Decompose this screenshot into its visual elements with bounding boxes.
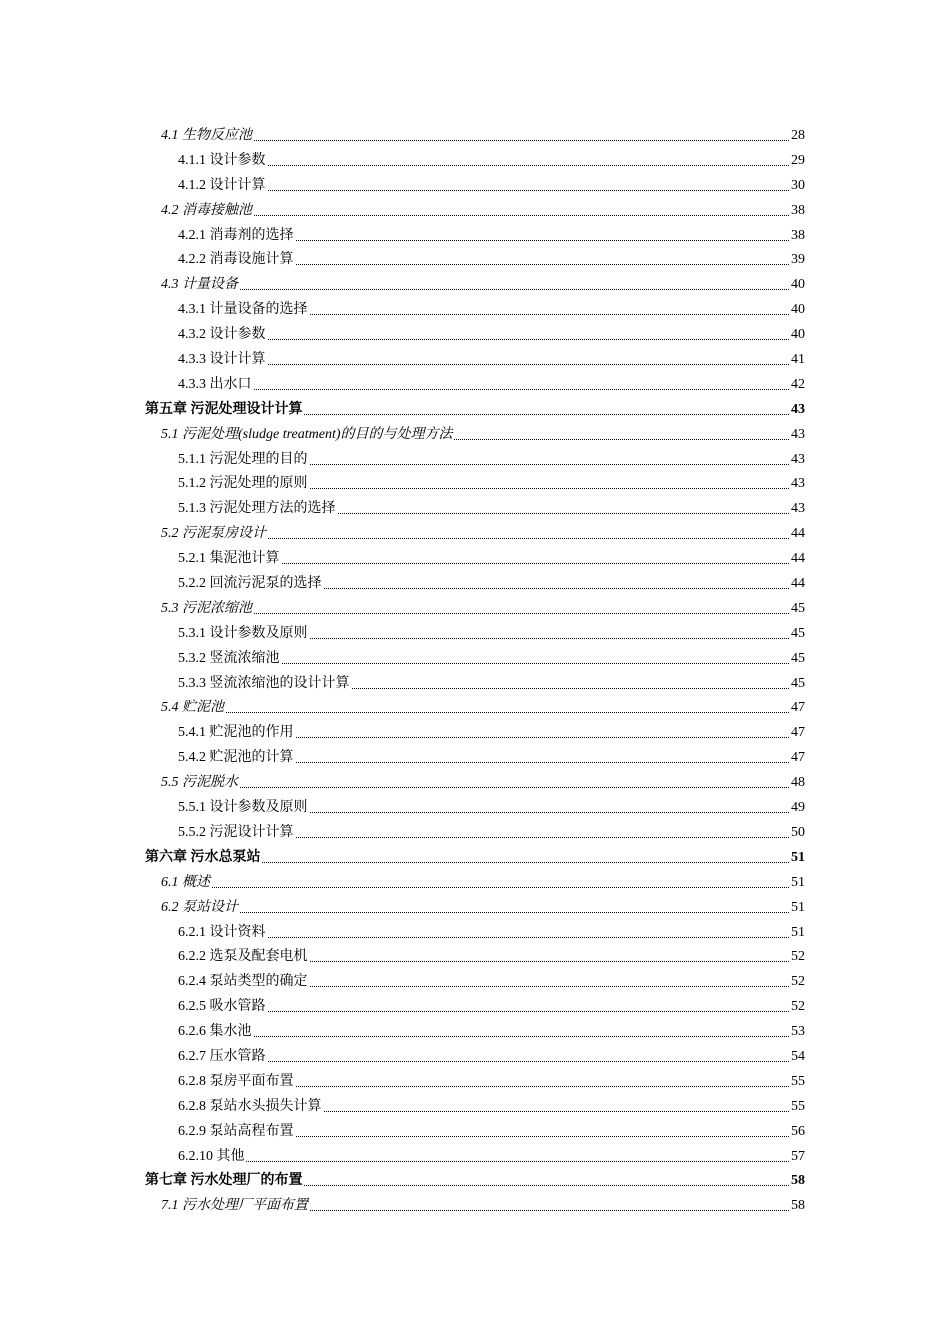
toc-entry-title: 5.3.3 竖流浓缩池的设计计算 (178, 672, 351, 697)
toc-entry-page: 55 (790, 1095, 805, 1120)
toc-entry-title: 5.2 污泥泵房设计 (161, 522, 267, 547)
toc-entry-page: 47 (790, 721, 805, 746)
dot-leader (178, 190, 805, 191)
toc-entry-page: 45 (790, 597, 805, 622)
table-of-contents (0, 124, 950, 1219)
toc-entry-page: 48 (790, 771, 805, 796)
dot-leader (161, 887, 805, 888)
toc-entry-page: 40 (790, 273, 805, 298)
toc-entry[interactable] (0, 921, 950, 946)
toc-entry-page: 43 (790, 472, 805, 497)
dot-leader (178, 1161, 805, 1162)
toc-entry[interactable] (0, 497, 950, 522)
dot-leader (161, 215, 805, 216)
toc-entry-title: 4.2.2 消毒设施计算 (178, 248, 295, 273)
toc-entry-page: 43 (790, 448, 805, 473)
dot-leader (161, 289, 805, 290)
toc-entry-title: 6.2.8 泵房平面布置 (178, 1070, 295, 1095)
toc-entry[interactable] (0, 1070, 950, 1095)
toc-entry-title: 6.2.7 压水管路 (178, 1045, 267, 1070)
dot-leader (178, 165, 805, 166)
toc-entry-page: 38 (790, 199, 805, 224)
toc-entry-title: 4.1.2 设计计算 (178, 174, 267, 199)
toc-entry[interactable] (0, 896, 950, 921)
toc-entry-page: 57 (790, 1145, 805, 1170)
toc-entry[interactable] (0, 871, 950, 896)
toc-entry[interactable] (0, 273, 950, 298)
toc-entry[interactable] (0, 448, 950, 473)
toc-entry-page: 49 (790, 796, 805, 821)
toc-entry-page: 38 (790, 224, 805, 249)
toc-entry-page: 52 (790, 970, 805, 995)
toc-entry-page: 30 (790, 174, 805, 199)
dot-leader (178, 1011, 805, 1012)
toc-entry[interactable] (0, 1120, 950, 1145)
toc-entry-page: 41 (790, 348, 805, 373)
toc-entry[interactable] (0, 995, 950, 1020)
toc-entry[interactable] (0, 248, 950, 273)
toc-entry[interactable] (0, 846, 950, 871)
toc-entry-title: 5.5.1 设计参数及原则 (178, 796, 309, 821)
toc-entry-page: 51 (790, 846, 805, 871)
toc-entry-page: 43 (790, 398, 805, 423)
toc-entry[interactable] (0, 472, 950, 497)
toc-entry[interactable] (0, 821, 950, 846)
toc-entry-page: 45 (790, 672, 805, 697)
toc-entry-page: 51 (790, 871, 805, 896)
toc-entry[interactable] (0, 547, 950, 572)
toc-entry-title: 5.1.2 污泥处理的原则 (178, 472, 309, 497)
toc-entry[interactable] (0, 721, 950, 746)
toc-entry[interactable] (0, 1095, 950, 1120)
toc-entry-page: 29 (790, 149, 805, 174)
toc-entry[interactable] (0, 796, 950, 821)
toc-entry[interactable] (0, 1194, 950, 1219)
toc-entry[interactable] (0, 1169, 950, 1194)
toc-entry-title: 5.4.1 贮泥池的作用 (178, 721, 295, 746)
toc-entry[interactable] (0, 298, 950, 323)
toc-entry[interactable] (0, 373, 950, 398)
toc-entry[interactable] (0, 572, 950, 597)
toc-entry-title: 6.2.5 吸水管路 (178, 995, 267, 1020)
toc-entry[interactable] (0, 1045, 950, 1070)
toc-entry-title: 4.3.2 设计参数 (178, 323, 267, 348)
toc-entry-title: 5.2.2 回流污泥泵的选择 (178, 572, 323, 597)
toc-entry-title: 6.2.1 设计资料 (178, 921, 267, 946)
toc-entry-page: 51 (790, 921, 805, 946)
toc-entry[interactable] (0, 1145, 950, 1170)
toc-entry-title: 6.2.4 泵站类型的确定 (178, 970, 309, 995)
toc-entry[interactable] (0, 945, 950, 970)
toc-entry[interactable] (0, 1020, 950, 1045)
dot-leader (178, 339, 805, 340)
dot-leader (178, 1036, 805, 1037)
toc-entry-page: 47 (790, 746, 805, 771)
toc-entry-page: 45 (790, 622, 805, 647)
dot-leader (178, 364, 805, 365)
toc-entry[interactable] (0, 771, 950, 796)
dot-leader (161, 912, 805, 913)
toc-entry-title: 7.1 污水处理厂平面布置 (161, 1194, 309, 1219)
dot-leader (178, 389, 805, 390)
toc-entry-page: 43 (790, 423, 805, 448)
toc-entry-page: 44 (790, 547, 805, 572)
toc-entry-page: 40 (790, 323, 805, 348)
toc-entry-page: 47 (790, 696, 805, 721)
toc-entry-title: 5.1 污泥处理(sludge treatment)的目的与处理方法 (161, 423, 454, 448)
toc-entry[interactable] (0, 746, 950, 771)
dot-leader (161, 787, 805, 788)
toc-entry-page: 28 (790, 124, 805, 149)
toc-entry-title: 4.3.3 出水口 (178, 373, 253, 398)
dot-leader (161, 712, 805, 713)
toc-entry[interactable] (0, 149, 950, 174)
toc-entry[interactable] (0, 647, 950, 672)
toc-entry[interactable] (0, 696, 950, 721)
toc-entry-page: 44 (790, 572, 805, 597)
dot-leader (178, 1061, 805, 1062)
toc-entry-title: 5.1.3 污泥处理方法的选择 (178, 497, 337, 522)
toc-entry[interactable] (0, 970, 950, 995)
toc-entry[interactable] (0, 423, 950, 448)
toc-entry[interactable] (0, 398, 950, 423)
toc-entry-title: 5.3.2 竖流浓缩池 (178, 647, 281, 672)
toc-entry-title: 4.1.1 设计参数 (178, 149, 267, 174)
toc-entry-page: 52 (790, 945, 805, 970)
toc-entry[interactable] (0, 348, 950, 373)
toc-entry-page: 40 (790, 298, 805, 323)
toc-entry-title: 第七章 污水处理厂的布置 (145, 1169, 304, 1194)
dot-leader (161, 140, 805, 141)
toc-entry[interactable] (0, 124, 950, 149)
toc-entry[interactable] (0, 224, 950, 249)
toc-entry[interactable] (0, 597, 950, 622)
toc-entry[interactable] (0, 199, 950, 224)
toc-entry-page: 56 (790, 1120, 805, 1145)
toc-entry-title: 5.1.1 污泥处理的目的 (178, 448, 309, 473)
dot-leader (161, 613, 805, 614)
dot-leader (178, 937, 805, 938)
toc-entry-title: 6.2.9 泵站高程布置 (178, 1120, 295, 1145)
toc-entry-title: 4.2 消毒接触池 (161, 199, 253, 224)
toc-entry-title: 6.2.10 其他 (178, 1145, 246, 1170)
toc-entry-title: 4.3.1 计量设备的选择 (178, 298, 309, 323)
toc-entry-page: 52 (790, 995, 805, 1020)
toc-entry-page: 58 (790, 1169, 805, 1194)
toc-entry-page: 54 (790, 1045, 805, 1070)
toc-entry-page: 50 (790, 821, 805, 846)
toc-entry[interactable] (0, 174, 950, 199)
toc-entry-title: 6.2.2 选泵及配套电机 (178, 945, 309, 970)
toc-entry-title: 4.1 生物反应池 (161, 124, 253, 149)
toc-entry[interactable] (0, 522, 950, 547)
toc-entry-page: 53 (790, 1020, 805, 1045)
toc-entry-title: 5.3.1 设计参数及原则 (178, 622, 309, 647)
toc-entry-title: 5.4.2 贮泥池的计算 (178, 746, 295, 771)
toc-entry-title: 5.5.2 污泥设计计算 (178, 821, 295, 846)
toc-entry-title: 4.3 计量设备 (161, 273, 239, 298)
toc-entry-title: 第五章 污泥处理设计计算 (145, 398, 304, 423)
toc-entry-page: 44 (790, 522, 805, 547)
toc-entry-title: 6.2 泵站设计 (161, 896, 239, 921)
toc-entry[interactable] (0, 323, 950, 348)
toc-entry[interactable] (0, 622, 950, 647)
toc-entry-page: 58 (790, 1194, 805, 1219)
toc-entry-title: 5.2.1 集泥池计算 (178, 547, 281, 572)
toc-entry[interactable] (0, 672, 950, 697)
toc-entry-title: 5.5 污泥脱水 (161, 771, 239, 796)
toc-entry-title: 第六章 污水总泵站 (145, 846, 262, 871)
toc-entry-page: 43 (790, 497, 805, 522)
toc-entry-title: 6.2.6 集水池 (178, 1020, 253, 1045)
toc-entry-page: 55 (790, 1070, 805, 1095)
toc-entry-page: 42 (790, 373, 805, 398)
toc-entry-page: 39 (790, 248, 805, 273)
toc-entry-title: 6.2.8 泵站水头损失计算 (178, 1095, 323, 1120)
toc-entry-title: 4.2.1 消毒剂的选择 (178, 224, 295, 249)
toc-entry-title: 4.3.3 设计计算 (178, 348, 267, 373)
toc-entry-title: 6.1 概述 (161, 871, 211, 896)
toc-entry-title: 5.4 贮泥池 (161, 696, 225, 721)
toc-entry-page: 51 (790, 896, 805, 921)
toc-entry-title: 5.3 污泥浓缩池 (161, 597, 253, 622)
toc-entry-page: 45 (790, 647, 805, 672)
